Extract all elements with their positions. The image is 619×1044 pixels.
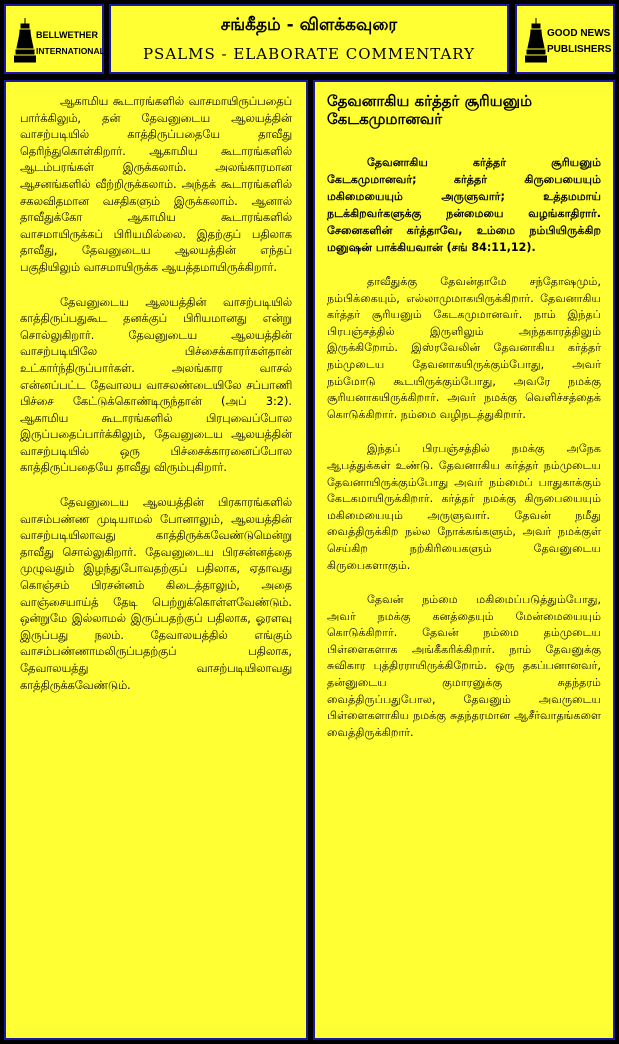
page-title-tamil: சங்கீதம் - விளக்கவுரை — [220, 15, 398, 35]
good-news-logo — [525, 16, 612, 66]
good-news-logo-line1: GOOD NEWS — [547, 28, 611, 39]
bellwether-logo-box — [4, 4, 104, 74]
left-paragraph-2: தேவனுடைய ஆலயத்தின் வாசற்படியில் காத்திருப்பதுகூட தனக்குப் பிரியமானது என்று சொல்லுகிறார். தேவனுடைய ஆலயத்தின் வாசற்படியிலே பிச்சைக்காரர்கள்தான் உட்கார்ந்திருப்பார்கள். அலங்கார வாசல் என்னப்பட்ட தேவாலய வாசலண்டையிலே சப்பாணி பிச்சை கேட்டுக்கொண்டிருந்தான் (அப் 3:2). ஆகாமிய கூடாரங்களில் பிரபுவைப்போல இருப்பதைப்பார்க்கிலும், தேவனுடைய ஆலயத்தின் வாசற்படியில் ஒரு பிச்சைக்காரனைப்போல காத்திருப்பதையே தாவீது விரும்புகிறார். — [20, 295, 292, 475]
page-subtitle: PSALMS - ELABORATE COMMENTARY — [142, 45, 476, 63]
bellwether-logo — [14, 16, 105, 66]
bellwether-logo-line2: INTERNATIONAL — [36, 46, 105, 56]
right-paragraph-3: தேவன் நம்மை மகிமைப்படுத்தும்போது, அவர் நமக்கு கனத்தையும் மேன்மையையும் கொடுக்கிறார். தேவன் நம்மை தம்முடைய பிள்ளைகளாக அங்கீகரிக்கிறார். நாம் தேவனுக்கு சுவிகார புத்திரராயிருக்கிறோம். ஒரு தகப்பனானவர், தன்னுடைய குமாரனுக்கு சுதந்தரம் வைத்திருப்பதுபோல, தேவனும் அவருடைய பிள்ளைகளாகிய நமக்கு சுதந்தரமான ஆசீர்வாதங்களை வைத்திருக்கிறார். — [327, 593, 601, 739]
good-news-logo-line2: PUBLISHERS — [547, 44, 612, 55]
bellwether-logo-line1: BELLWETHER — [36, 30, 98, 40]
left-column — [4, 80, 308, 1040]
bell-tower-icon — [14, 16, 36, 66]
page-header — [109, 4, 509, 74]
bell-tower-icon — [525, 16, 547, 66]
section-heading: தேவனாகிய கர்த்தர் சூரியனும் கேடகமுமானவர் — [327, 92, 533, 128]
right-paragraph-2: இந்தப் பிரபஞ்சத்தில் நமக்கு அநேக ஆபத்துக்கள் உண்டு. தேவனாகிய கர்த்தர் நம்முடைய தேவனாயிருக்கும்போது அவர் நம்மைப் பாதுகாக்கும் கேடகமாயிருக்கிறார். கர்த்தர் நமக்கு கிருபையையும் மகிமையையும் அருளுவார். தேவன் நமீது வைத்திருக்கிற நல்ல நோக்கங்களும், அவர் நமக்குள் செய்கிற நற்கிரியைகளும் தேவனுடைய கிருபைகளாகும். — [327, 442, 601, 572]
left-paragraph-1: ஆகாமிய கூடாரங்களில் வாசமாயிருப்பதைப் பார்க்கிலும், தன் தேவனுடைய ஆலயத்தின் வாசற்படியில் காத்திருப்பதையே தாவீது தெரிந்துகொள்கிறார். ஆகாமிய கூடாரங்களில் ஆடம்பரங்கள் இருக்கலாம். அலங்காரமான ஆசனங்களில் வீற்றிருக்கலாம். அந்தக் கூடாரங்களில் சகலவிதமான வசதிகளும் இருக்கலாம். ஆனால் தாவீதுக்கோ ஆகாமிய கூடாரங்களில் வாசமாயிருக்கப் பிரியமில்லை. இதற்குப் பதிலாக தாவீது, தேவனுடைய ஆலயத்தின் எந்தப் பகுதியிலும் வாசமாயிருக்க ஆயத்தமாயிருக்கிறார். — [20, 95, 292, 274]
right-column — [313, 80, 615, 1040]
scripture-verse: தேவனாகிய கர்த்தர் சூரியனும் கேடகமுமானவர்; கர்த்தர் கிருபையையும் மகிமையையும் அருளுவார்; உத்தமமாய் நடக்கிறவர்களுக்கு நன்மையை வழங்காதிரார். சேனைகளின் கர்த்தாவே, உம்மை நம்பியிருக்கிற மனுஷன் பாக்கியவான் (சங் 84:11,12). — [327, 156, 601, 254]
good-news-logo-box — [515, 4, 615, 74]
left-paragraph-3: தேவனுடைய ஆலயத்தின் பிரகாரங்களில் வாசம்பண்ண முடியாமல் போனாலும், ஆலயத்தின் வாசற்படியிலாவது காத்திருக்கவேண்டுமென்று தாவீது சொல்லுகிறார். தேவனுடைய பிரசன்னத்தை முழுவதும் இழந்துபோவதற்குப் பதிலாக, ஏதாவது கொஞ்சம் பிரசன்னம் கிடைத்தாலும், அதை வாஞ்சையாய்த் தேடி பெற்றுக்கொள்ளவேண்டும். ஒன்றுமே இல்லாமல் இருப்பதற்குப் பதிலாக, ஓரளவு இருப்பது நலம். தேவாலயத்தில் எங்கும் வாசம்பண்ணாமலிருப்பதற்குப் பதிலாக, தேவாலயத்து வாசற்படியிலாவது காத்திருக்கவேண்டும். — [20, 496, 292, 692]
right-paragraph-1: தாவீதுக்கு தேவன்தாமே சந்தோஷமும், நம்பிக்கையும், எல்லாமுமாகயிருக்கிறார். தேவனாகிய கர்த்தர் சூரியனும் கேடகமுமானவர். நாம் இந்தப் பிரபஞ்சத்தில் இருளிலும் அந்தகாரத்திலும் இருக்கிறோம். இஸ்ரவேலின் தேவனாகிய கர்த்தர் நம்முடைய தேவனாகயிருக்கும்போது, அவர் நம்மோடு கூடயிருக்கும்போது, அவரே நமக்கு சூரியனாகயிருக்கிறார். அவர் நமக்கு வெளிச்சத்தைக் கொடுக்கிறார். நம்மை வழிநடத்துகிறார். — [327, 275, 601, 421]
